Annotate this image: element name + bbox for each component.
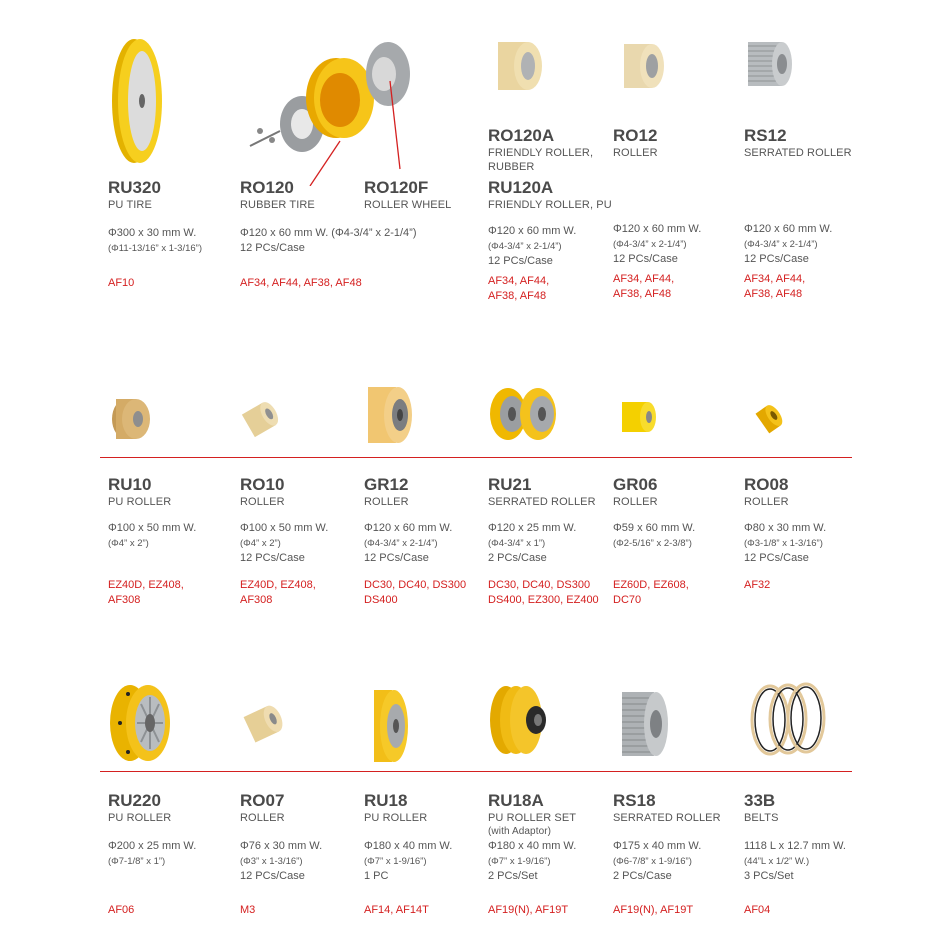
product-code: RU320 bbox=[108, 178, 161, 197]
product-desc: ROLLER WHEEL bbox=[364, 199, 452, 211]
product-spec: Φ120 x 60 mm W. bbox=[613, 223, 702, 235]
product-code: RU18A bbox=[488, 791, 544, 810]
product-pack: 12 PCs/Case bbox=[488, 255, 553, 267]
product-spec: Φ120 x 60 mm W. bbox=[488, 225, 577, 237]
product-code: RU10 bbox=[108, 475, 152, 494]
product-code: RS12 bbox=[744, 126, 787, 145]
product-spec-imperial: (Φ4” x 2”) bbox=[108, 538, 149, 549]
product-spec: Φ180 x 40 mm W. bbox=[364, 840, 453, 852]
product-desc: SERRATED ROLLER bbox=[488, 496, 596, 508]
product-fits: M3 bbox=[240, 904, 256, 916]
product-pack bbox=[613, 551, 738, 566]
product-code: RO08 bbox=[744, 475, 789, 494]
product-pack: 1 PC bbox=[364, 870, 389, 882]
product-pack: 2 PCs/Case bbox=[488, 552, 547, 564]
product-fits-2: AF308 bbox=[108, 594, 141, 606]
product-pack: 12 PCs/Case bbox=[613, 253, 678, 265]
product-fits-2: AF38, AF48 bbox=[488, 290, 547, 302]
product-spec-imperial: (Φ4-3/4” x 2-1/4”) bbox=[613, 239, 687, 250]
ru220-roller-image bbox=[104, 682, 174, 764]
product-spec-imperial: (Φ6-7/8” x 1-9/16”) bbox=[613, 856, 692, 867]
product-fits: AF04 bbox=[744, 904, 771, 916]
product-desc-3: FRIENDLY ROLLER, PU bbox=[488, 199, 612, 211]
product-fits: AF06 bbox=[108, 904, 135, 916]
product-spec: Φ120 x 60 mm W. bbox=[364, 522, 453, 534]
rs12-serrated-image bbox=[740, 36, 796, 92]
product-spec-imperial: (Φ11-13/16” x 1-3/16”) bbox=[108, 243, 202, 254]
product-spec-imperial: (Φ4” x 2”) bbox=[240, 538, 281, 549]
ro10-roller-image bbox=[238, 396, 282, 440]
product-pack: 12 PCs/Case bbox=[240, 870, 305, 882]
ru21-serrated-image bbox=[484, 384, 562, 444]
product-desc: SERRATED ROLLER bbox=[613, 812, 721, 824]
product-spec-imperial: (Φ4-3/4” x 2-1/4”) bbox=[364, 538, 438, 549]
product-ro120a bbox=[488, 126, 613, 304]
ro07-roller-image bbox=[240, 700, 288, 746]
belts-image bbox=[744, 680, 834, 758]
ro120a-roller-image bbox=[486, 36, 546, 96]
product-fits-2: AF308 bbox=[240, 594, 273, 606]
product-spec-imperial: (Φ3-1/8” x 1-3/16”) bbox=[744, 538, 823, 549]
rs18-serrated-image bbox=[612, 686, 672, 762]
ru10-roller-image bbox=[106, 396, 156, 442]
product-fits: EZ40D, EZ408, bbox=[240, 579, 316, 591]
product-spec: Φ80 x 30 mm W. bbox=[744, 522, 827, 534]
product-spec: Φ100 x 50 mm W. bbox=[240, 522, 329, 534]
product-spec-imperial: (Φ7” x 1-9/16”) bbox=[488, 856, 551, 867]
product-fits: AF14, AF14T bbox=[364, 904, 429, 916]
product-desc: ROLLER bbox=[364, 496, 409, 508]
product-spec: Φ76 x 30 mm W. bbox=[240, 840, 323, 852]
product-spec-imperial: (44”L x 1/2” W.) bbox=[744, 856, 810, 867]
ru18-roller-image bbox=[370, 686, 416, 766]
product-code: RU18 bbox=[364, 791, 408, 810]
product-fits: AF32 bbox=[744, 579, 771, 591]
product-spec: Φ100 x 50 mm W. bbox=[108, 522, 197, 534]
product-fits: DC30, DC40, DS300 bbox=[488, 579, 591, 591]
product-pack: 3 PCs/Set bbox=[744, 870, 794, 882]
product-fits: AF19(N), AF19T bbox=[488, 904, 569, 916]
product-fits: EZ60D, EZ608, bbox=[613, 579, 689, 591]
product-fits-2: AF38, AF48 bbox=[613, 288, 672, 300]
product-gr12 bbox=[364, 475, 489, 608]
product-spec-imperial: (Φ4-3/4” x 2-1/4”) bbox=[744, 239, 818, 250]
product-desc-2: RUBBER bbox=[488, 161, 535, 173]
product-code: GR12 bbox=[364, 475, 409, 494]
product-fits: EZ40D, EZ408, bbox=[108, 579, 184, 591]
product-code: RO120A bbox=[488, 126, 555, 145]
product-desc: ROLLER bbox=[613, 147, 658, 159]
product-pack: 12 PCs/Case bbox=[364, 552, 429, 564]
product-desc: BELTS bbox=[744, 812, 779, 824]
product-desc: PU ROLLER bbox=[364, 812, 428, 824]
product-pack: 12 PCs/Case bbox=[240, 552, 305, 564]
product-fits-2: DS400, EZ300, EZ400 bbox=[488, 594, 599, 606]
product-spec-imperial: (Φ4-3/4” x 1”) bbox=[488, 538, 546, 549]
product-ru18a bbox=[488, 791, 613, 918]
product-ro10 bbox=[240, 475, 365, 608]
product-spec: Φ120 x 60 mm W. (Φ4-3/4” x 2-1/4”) bbox=[240, 227, 417, 239]
product-ro120f bbox=[364, 178, 484, 212]
product-spec-imperial: (Φ2-5/16” x 2-3/8”) bbox=[613, 538, 692, 549]
product-desc: PU TIRE bbox=[108, 199, 152, 211]
product-pack: 2 PCs/Case bbox=[613, 870, 672, 882]
product-spec-imperial: (Φ7” x 1-9/16”) bbox=[364, 856, 427, 867]
product-desc: ROLLER bbox=[613, 496, 658, 508]
product-ro07 bbox=[240, 791, 365, 918]
product-desc: ROLLER bbox=[744, 496, 789, 508]
product-code: RU21 bbox=[488, 475, 532, 494]
product-code: RO120 bbox=[240, 178, 294, 197]
product-code: RO07 bbox=[240, 791, 285, 810]
product-spec-imperial: (Φ4-3/4” x 2-1/4”) bbox=[488, 241, 562, 252]
product-spec: 1118 L x 12.7 mm W. bbox=[744, 840, 846, 852]
product-spec: Φ120 x 60 mm W. bbox=[744, 223, 833, 235]
product-fits: AF34, AF44, bbox=[613, 273, 675, 285]
product-gr06 bbox=[613, 475, 738, 608]
product-desc: PU ROLLER bbox=[108, 496, 172, 508]
product-pack: 12 PCs/Case bbox=[744, 253, 809, 265]
product-desc-2: (with Adaptor) bbox=[488, 826, 552, 837]
product-fits-2: DC70 bbox=[613, 594, 642, 606]
product-ru220 bbox=[108, 791, 233, 918]
product-rs18 bbox=[613, 791, 738, 918]
product-fits: AF10 bbox=[108, 277, 135, 289]
product-ru10 bbox=[108, 475, 233, 608]
ro120-exploded-image bbox=[240, 36, 420, 186]
product-desc: FRIENDLY ROLLER, bbox=[488, 147, 594, 159]
gr12-roller-image bbox=[362, 384, 418, 446]
ro12-roller-image bbox=[614, 36, 668, 96]
product-spec: Φ200 x 25 mm W. bbox=[108, 840, 197, 852]
row-2-divider bbox=[100, 457, 852, 458]
product-ru320 bbox=[108, 178, 233, 291]
product-fits: DC30, DC40, DS300 bbox=[364, 579, 467, 591]
product-desc: ROLLER bbox=[240, 496, 285, 508]
product-33b bbox=[744, 791, 869, 918]
product-desc: SERRATED ROLLER bbox=[744, 147, 852, 159]
product-pack bbox=[108, 551, 233, 566]
product-fits-2: AF38, AF48 bbox=[744, 288, 803, 300]
product-code: GR06 bbox=[613, 475, 658, 494]
product-fits: AF19(N), AF19T bbox=[613, 904, 694, 916]
product-fits: AF34, AF44, bbox=[744, 273, 806, 285]
product-code: RU220 bbox=[108, 791, 161, 810]
product-spec-imperial: (Φ3” x 1-3/16”) bbox=[240, 856, 303, 867]
row-3-divider bbox=[100, 771, 852, 772]
product-desc: PU ROLLER SET bbox=[488, 812, 577, 824]
product-code-2: RU120A bbox=[488, 178, 554, 197]
product-pack: 2 PCs/Set bbox=[488, 870, 538, 882]
ru320-tire-image bbox=[100, 36, 180, 166]
product-ru18 bbox=[364, 791, 489, 918]
product-desc: RUBBER TIRE bbox=[240, 199, 315, 211]
product-fits-2: DS400 bbox=[364, 594, 398, 606]
product-code: RO120F bbox=[364, 178, 429, 197]
product-ro08 bbox=[744, 475, 869, 593]
product-spec: Φ175 x 40 mm W. bbox=[613, 840, 702, 852]
product-code: RO10 bbox=[240, 475, 285, 494]
product-desc: PU ROLLER bbox=[108, 812, 172, 824]
ro08-roller-image bbox=[748, 394, 792, 440]
ru18a-roller-set-image bbox=[486, 682, 554, 758]
product-code: 33B bbox=[744, 791, 776, 810]
product-fits: AF34, AF44, bbox=[488, 275, 550, 287]
product-code: RS18 bbox=[613, 791, 656, 810]
product-spec-imperial: (Φ7-1/8” x 1”) bbox=[108, 856, 166, 867]
product-spec: Φ180 x 40 mm W. bbox=[488, 840, 577, 852]
product-spec: Φ120 x 25 mm W. bbox=[488, 522, 577, 534]
product-ru21 bbox=[488, 475, 613, 608]
product-pack: 12 PCs/Case bbox=[744, 552, 809, 564]
product-spec: Φ300 x 30 mm W. bbox=[108, 227, 197, 239]
gr06-roller-image bbox=[618, 398, 660, 436]
product-code: RO12 bbox=[613, 126, 658, 145]
product-pack: 12 PCs/Case bbox=[240, 242, 305, 254]
product-ro12 bbox=[613, 126, 738, 302]
product-spec: Φ59 x 60 mm W. bbox=[613, 522, 696, 534]
product-rs12 bbox=[744, 126, 869, 302]
product-desc: ROLLER bbox=[240, 812, 285, 824]
product-fits: AF34, AF44, AF38, AF48 bbox=[240, 277, 362, 289]
